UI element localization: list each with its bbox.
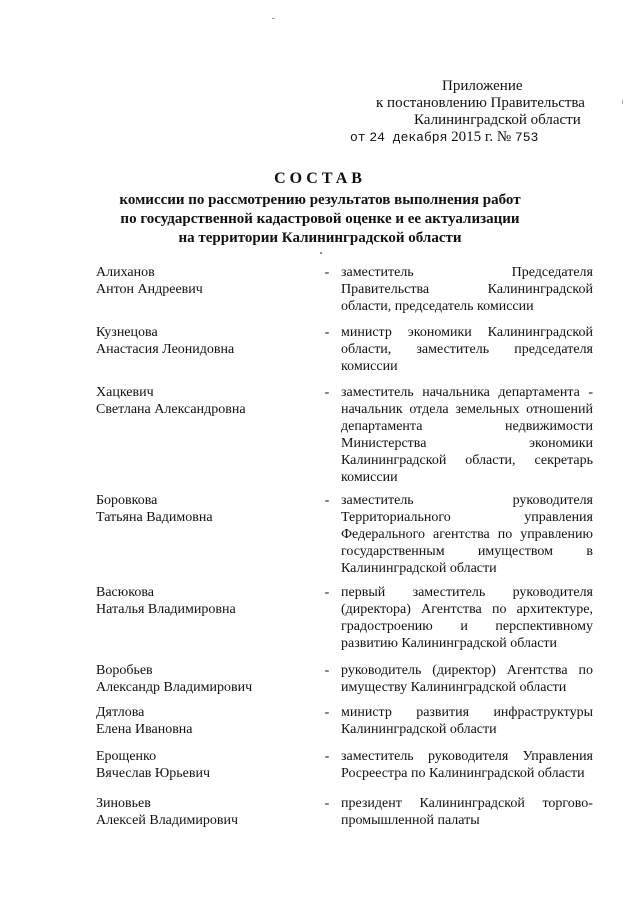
role-word: (директор) [432, 663, 496, 678]
member-dash: - [324, 585, 330, 600]
document-subtitle [100, 191, 540, 248]
member-surname: Кузнецова [96, 325, 158, 340]
role-line [341, 384, 593, 401]
role-word: имуществом [477, 544, 554, 559]
subtitle-line: на территории Калининградской области [178, 230, 462, 246]
role-word: Агентства [421, 602, 482, 617]
member-role [341, 264, 593, 315]
member-name [96, 324, 306, 358]
role-word: и [460, 619, 468, 634]
member-name [96, 584, 306, 618]
role-word: заместитель [412, 585, 486, 600]
role-word: руководителя [512, 585, 593, 600]
role-word: заместитель [341, 493, 414, 508]
role-line [341, 704, 593, 721]
role-word: руководителя [512, 493, 593, 508]
role-word: руководитель [341, 663, 422, 678]
member-surname: Ерощенко [96, 749, 157, 764]
role-word: министр [341, 325, 392, 340]
role-line [341, 584, 593, 601]
member-dash: - [324, 385, 330, 400]
role-line: Росреестра по Калининградской области [341, 766, 585, 781]
member-name [96, 748, 306, 782]
role-line [341, 601, 593, 618]
role-word: заместитель [341, 385, 414, 400]
role-word: департамента [498, 385, 580, 400]
role-line [341, 662, 593, 679]
member-role [341, 662, 593, 696]
member-dash: - [324, 663, 330, 678]
appendix-region: Калининградской области [414, 112, 581, 128]
member-given-names: Александр Владимирович [96, 680, 253, 695]
member-surname: Хацкевич [96, 385, 154, 400]
member-dash: - [324, 325, 330, 340]
member-name [96, 384, 306, 418]
role-word: - [588, 385, 593, 400]
role-word: первый [341, 585, 386, 600]
role-word: градостроению [341, 619, 433, 634]
role-line: области, председатель комиссии [341, 299, 534, 314]
scan-mark [272, 18, 275, 19]
role-word: отношений [526, 402, 593, 417]
role-word: Председателя [511, 265, 593, 280]
role-word: Агентства [506, 663, 568, 678]
role-line [341, 543, 593, 560]
role-line [341, 452, 593, 469]
appendix-resolution: к постановлению Правительства [376, 95, 585, 111]
member-given-names: Татьяна Вадимовна [96, 510, 213, 525]
role-word: по [578, 663, 593, 678]
role-word: Калининградской [487, 282, 593, 297]
role-word: департамента [341, 419, 423, 434]
role-word: министр [341, 705, 392, 720]
resolution-number: 753 [514, 130, 539, 145]
appendix-date-line [340, 129, 620, 146]
role-word: инфраструктуры [493, 705, 593, 720]
role-line: промышленной палаты [341, 813, 480, 828]
role-line [341, 281, 593, 298]
role-line: развитию Калининградской области [341, 636, 558, 651]
member-given-names: Наталья Владимировна [96, 602, 236, 617]
member-given-names: Светлана Александровна [96, 402, 246, 417]
member-dash: - [324, 493, 330, 508]
member-name [96, 662, 306, 696]
role-line: Калининградской области [341, 561, 497, 576]
role-word: агентства [433, 527, 490, 542]
document-title: СОСТАВ [274, 170, 366, 187]
member-dash: - [324, 749, 330, 764]
member-given-names: Елена Ивановна [96, 722, 193, 737]
role-word: недвижимости [505, 419, 593, 434]
role-line [341, 618, 593, 635]
role-line [341, 509, 593, 526]
member-surname: Боровкова [96, 493, 158, 508]
member-role [341, 584, 593, 652]
role-word: председателя [514, 342, 593, 357]
role-line [341, 341, 593, 358]
role-word: развития [416, 705, 470, 720]
role-word: заместитель [341, 749, 414, 764]
role-word: земельных [455, 402, 520, 417]
appendix-header [340, 78, 620, 146]
date-prefix: от [350, 130, 366, 145]
role-word: Калининградской [419, 796, 525, 811]
role-word: экономики [529, 436, 593, 451]
member-surname: Воробьев [96, 663, 153, 678]
member-given-names: Вячеслав Юрьевич [96, 766, 211, 781]
scan-mark [622, 100, 623, 104]
role-word: секретарь [534, 453, 593, 468]
role-word: по [491, 602, 507, 617]
member-name [96, 795, 306, 829]
role-word: (директора) [341, 602, 411, 617]
role-line [341, 748, 593, 765]
role-word: управления [524, 510, 593, 525]
role-line: комиссии [341, 359, 398, 374]
role-word: области, [465, 453, 516, 468]
member-given-names: Анастасия Леонидовна [96, 342, 235, 357]
role-word: заместитель [416, 342, 490, 357]
member-surname: Васюкова [96, 585, 154, 600]
role-word: управлению [520, 527, 593, 542]
member-role [341, 492, 593, 577]
member-dash: - [324, 265, 330, 280]
subtitle-line: комиссии по рассмотрению результатов выполнения работ [119, 192, 521, 208]
role-word: торгово- [542, 796, 593, 811]
role-word: архитектуре, [516, 602, 593, 617]
member-given-names: Антон Андреевич [96, 282, 203, 297]
scan-dot [320, 252, 322, 254]
role-word: Управления [522, 749, 593, 764]
member-name [96, 704, 306, 738]
subtitle-line: по государственной кадастровой оценке и ее актуализации [120, 211, 520, 227]
role-word: президент [341, 796, 402, 811]
member-dash: - [324, 705, 330, 720]
role-word: Калининградской [487, 325, 593, 340]
role-word: руководителя [427, 749, 509, 764]
member-given-names: Алексей Владимирович [96, 813, 239, 828]
role-word: государственным [341, 544, 445, 559]
role-word: начальника [422, 385, 490, 400]
appendix-label: Приложение [442, 78, 523, 94]
role-word: Федерального [341, 527, 426, 542]
member-name [96, 492, 306, 526]
role-word: Правительства [341, 282, 430, 297]
role-line [341, 795, 593, 812]
role-word: заместитель [341, 265, 414, 280]
member-role [341, 704, 593, 738]
role-line [341, 401, 593, 418]
role-word: отдела [409, 402, 449, 417]
member-dash: - [324, 796, 330, 811]
role-line [341, 435, 593, 452]
role-word: по [497, 527, 513, 542]
member-surname: Дятлова [96, 705, 145, 720]
date-day-month: 24 декабря [369, 130, 448, 145]
role-line: имуществу Калининградской области [341, 680, 567, 695]
role-word: Калининградской [341, 453, 447, 468]
member-role [341, 795, 593, 829]
role-word: в [586, 544, 593, 559]
role-line [341, 492, 593, 509]
role-line [341, 526, 593, 543]
member-role [341, 384, 593, 486]
role-word: Министерства [341, 436, 427, 451]
role-line: комиссии [341, 470, 398, 485]
member-role [341, 748, 593, 782]
role-line [341, 418, 593, 435]
role-word: Территориального [341, 510, 451, 525]
role-word: начальник [341, 402, 403, 417]
role-word: перспективному [495, 619, 593, 634]
date-year: 2015 г. № [451, 129, 512, 145]
member-surname: Алиханов [96, 265, 155, 280]
role-word: экономики [407, 325, 472, 340]
role-line: Калининградской области [341, 722, 497, 737]
member-role [341, 324, 593, 375]
member-name [96, 264, 306, 298]
member-surname: Зиновьев [96, 796, 151, 811]
role-line [341, 324, 593, 341]
role-word: области, [341, 342, 392, 357]
role-line [341, 264, 593, 281]
